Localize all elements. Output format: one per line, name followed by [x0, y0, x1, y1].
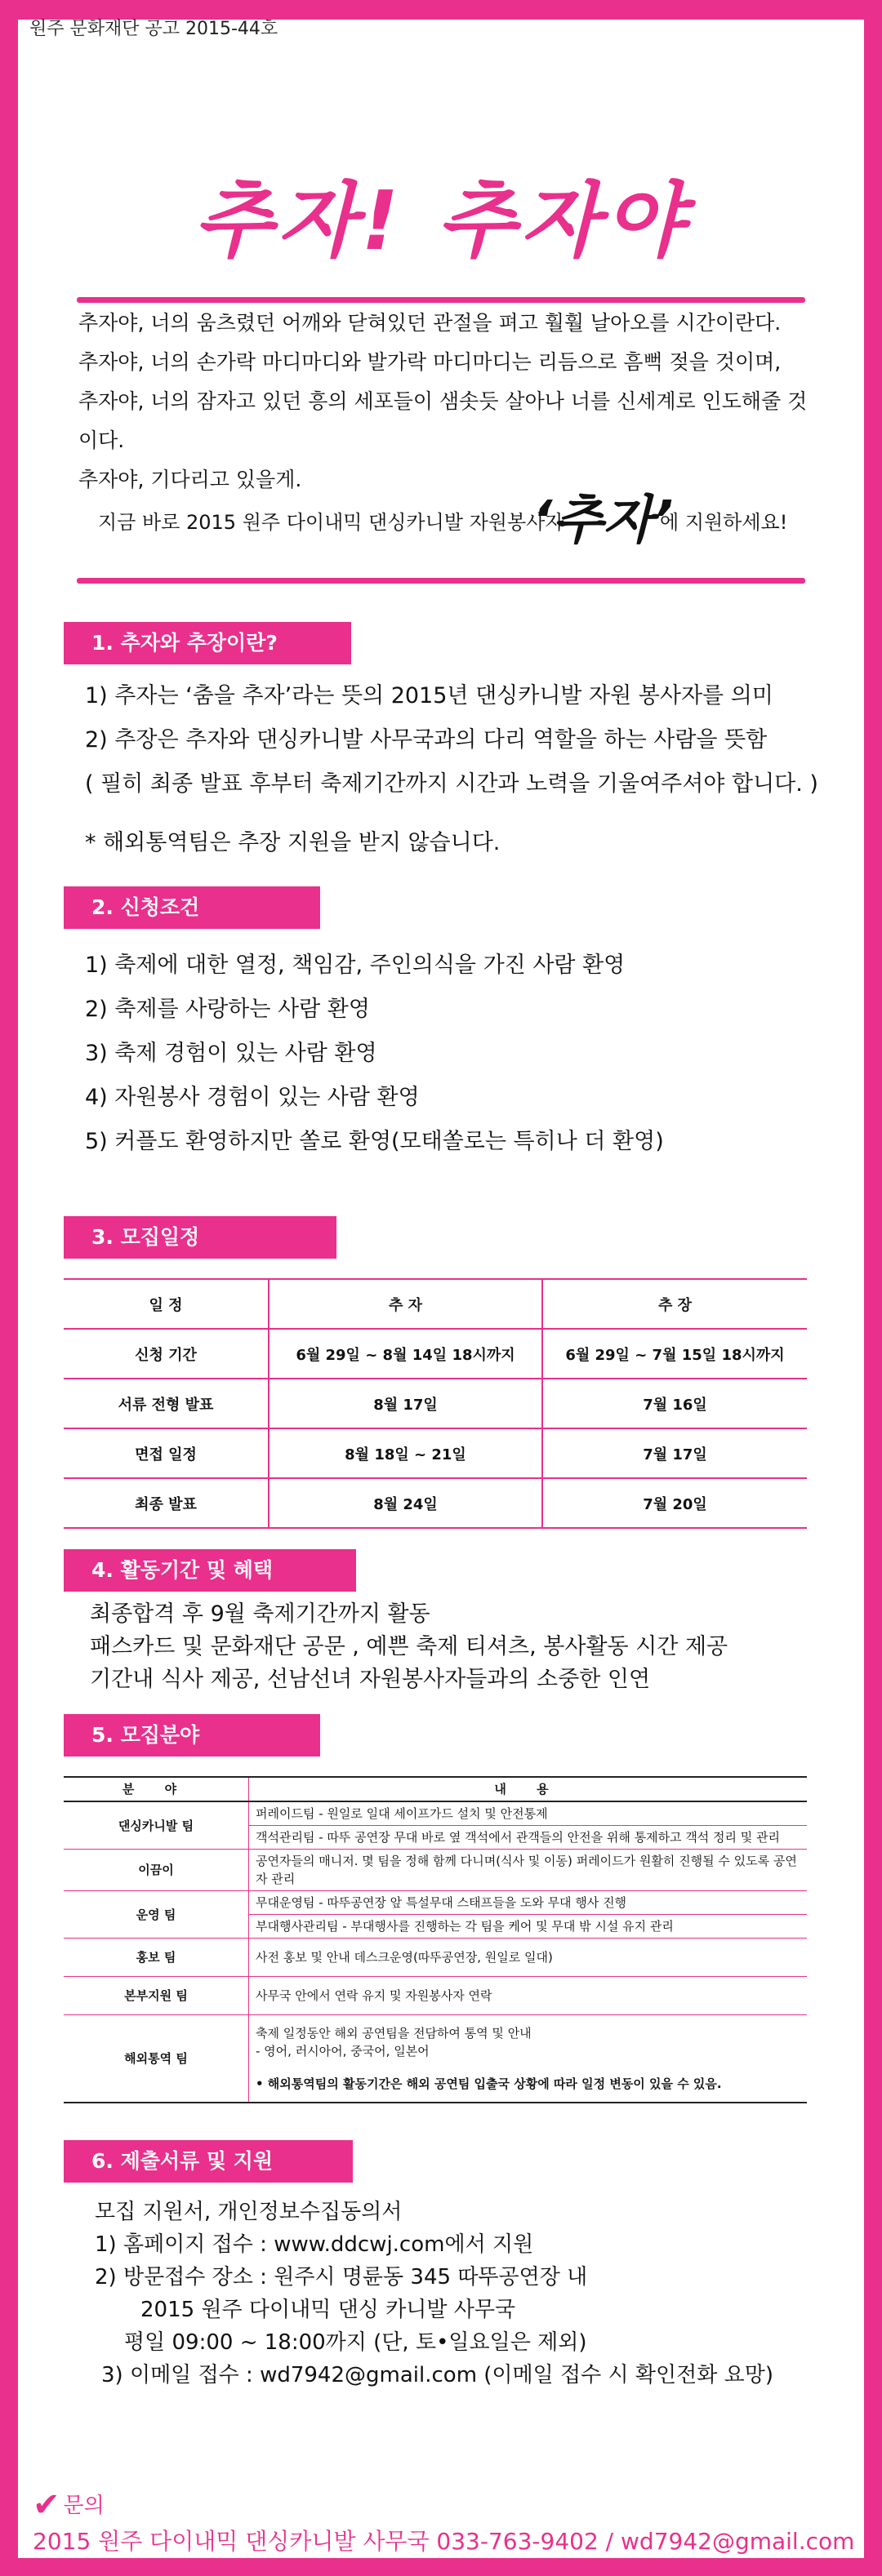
body-line: 2) 추장은 추자와 댄싱카니발 사무국과의 다리 역할을 하는 사람을 뜻함: [85, 727, 768, 753]
table-row: [64, 1939, 807, 1977]
table-row: [64, 1801, 807, 1826]
body-line: 기간내 식사 제공, 선남선녀 자원봉사자들과의 소중한 인연: [90, 1667, 651, 1692]
section-body: [85, 674, 820, 806]
apply-callout-end: 에 지원하세요!: [660, 511, 788, 534]
section-heading: 4. 활동기간 및 혜택: [64, 1549, 356, 1592]
table-cell-desc: 공연자들의 매니저. 몇 팀을 정해 함께 다니며(식사 및 이동) 퍼레이드가 원활히 진행될 수 있도록 공연자 관리: [249, 1850, 808, 1891]
body-line: 1) 축제에 대한 열정, 책임감, 주인의식을 가진 사람 환영: [85, 953, 626, 978]
table-row: [64, 1428, 807, 1478]
table-cell-desc: [249, 2015, 808, 2103]
table-cell: 면접 일정: [64, 1428, 269, 1478]
body-line: 패스카드 및 문화재단 공문 , 예쁜 축제 티셔츠, 봉사활동 시간 제공: [90, 1634, 728, 1659]
table-cell: 7월 20일: [542, 1478, 807, 1528]
section-heading: 5. 모집분야: [64, 1714, 320, 1757]
section-body: [85, 944, 820, 1164]
section-note: [85, 821, 820, 865]
apply-callout-name: ‘추자’: [532, 491, 674, 551]
section-heading: 3. 모집일정: [64, 1216, 336, 1259]
table-header-cell: 추 자: [269, 1279, 542, 1329]
table-header-cell: 추 장: [542, 1279, 807, 1329]
table-cell-desc: 객석관리팀 - 따뚜 공연장 무대 바로 옆 객석에서 관객들의 안전을 위해 통제하고 객석 정리 및 관리: [249, 1826, 808, 1850]
table-cell: 신청 기간: [64, 1329, 269, 1379]
table-cell: 7월 17일: [542, 1428, 807, 1478]
table-row: [64, 1329, 807, 1379]
table-header-cell: 분 야: [64, 1777, 249, 1801]
body-line: 모집 지원서, 개인정보수집동의서: [95, 2200, 403, 2224]
table-cell-field: 댄싱카니발 팀: [64, 1801, 249, 1850]
section-body: [95, 2196, 773, 2392]
body-line: 평일 09:00 ~ 18:00까지 (단, 토•일요일은 제외): [124, 2330, 587, 2355]
body-line: 1) 홈페이지 접수 : www.ddcwj.com에서 지원: [95, 2232, 534, 2257]
table-cell-field: 해외통역 팀: [64, 2015, 249, 2103]
intro-line: 추자야, 너의 움츠렸던 어깨와 닫혀있던 관절을 펴고 훨훨 날아오를 시간이란다.: [78, 311, 782, 335]
body-line: 2) 방문접수 장소 : 원주시 명륜동 345 따뚜공연장 내: [95, 2265, 588, 2290]
table-row: [64, 1891, 807, 1915]
table-cell-desc: 사무국 안에서 연락 유지 및 자원봉사자 연락: [249, 1977, 808, 2015]
body-line: 2015 원주 다이내믹 댄싱 카니발 사무국: [140, 2298, 516, 2322]
table-cell-field: 운영 팀: [64, 1891, 249, 1939]
divider-top: [77, 297, 805, 303]
body-line: 3) 축제 경험이 있는 사람 환영: [85, 1041, 377, 1066]
intro-line: 추자야, 너의 손가락 마디마디와 발가락 마디마디는 리듬으로 흠뻑 젖을 것이며,: [78, 350, 782, 374]
section-body: [90, 1598, 825, 1696]
contact-label: 문의: [63, 2494, 105, 2518]
table-cell: 8월 17일: [269, 1379, 542, 1428]
body-line: 3) 이메일 접수 : wd7942@gmail.com (이메일 접수 시 확인전화 요망): [101, 2363, 774, 2387]
recruit-fields-table: [64, 1776, 807, 2103]
table-cell: 7월 16일: [542, 1379, 807, 1428]
table-cell-desc: 퍼레이드팀 - 원일로 일대 세이프가드 설치 및 안전통제: [249, 1801, 808, 1826]
table-cell-field: 이끔이: [64, 1850, 249, 1891]
apply-callout-text: 지금 바로 2015 원주 다이내믹 댄싱카니발 자원봉사자: [98, 511, 564, 534]
table-cell: 6월 29일 ~ 8월 14일 18시까지: [269, 1329, 542, 1379]
contact-info: 2015 원주 다이내믹 댄싱카니발 사무국 033-763-9402 / wd7942@gmail.com: [33, 2528, 855, 2555]
body-line: ( 필히 최종 발표 후부터 축제기간까지 시간과 노력을 기울여주셔야 합니다. ): [85, 771, 818, 797]
check-icon: ✔: [33, 2486, 60, 2524]
desc-note: • 해외통역팀의 활동기간은 해외 공연팀 입출국 상황에 따라 일정 변동이 있을 수 있음.: [256, 2076, 722, 2091]
intro-line: 추자야, 기다리고 있을게.: [78, 468, 302, 491]
section-heading: 1. 추자와 추장이란?: [64, 622, 351, 664]
desc-line: - 영어, 러시아어, 중국어, 일본어: [256, 2044, 430, 2059]
schedule-table: [64, 1278, 807, 1529]
poster-title: 추자! 추자야: [194, 173, 688, 269]
table-cell-field: 홍보 팀: [64, 1939, 249, 1977]
table-cell-desc: 사전 홍보 및 안내 데스크운영(따뚜공연장, 원일로 일대): [249, 1939, 808, 1977]
contact-footer: [33, 2486, 854, 2556]
body-line: 2) 축제를 사랑하는 사람 환영: [85, 997, 370, 1022]
note-line: * 해외통역팀은 추장 지원을 받지 않습니다.: [85, 830, 501, 855]
table-cell: 8월 18일 ~ 21일: [269, 1428, 542, 1478]
apply-callout: [78, 490, 813, 551]
divider-bottom: [77, 578, 805, 584]
table-header: [64, 1279, 807, 1329]
body-line: 최종합격 후 9월 축제기간까지 활동: [90, 1601, 430, 1627]
table-row: [64, 1478, 807, 1528]
table-cell: 최종 발표: [64, 1478, 269, 1528]
table-row: [64, 2015, 807, 2103]
table-row: [64, 1379, 807, 1428]
body-line: 4) 자원봉사 경험이 있는 사람 환영: [85, 1085, 420, 1110]
body-line: 1) 추자는 ‘춤을 추자’라는 뜻의 2015년 댄싱카니발 자원 봉사자를 의미: [85, 683, 773, 708]
desc-line: 축제 일정동안 해외 공연팀을 전담하여 통역 및 안내: [256, 2026, 532, 2041]
table-cell: 6월 29일 ~ 7월 15일 18시까지: [542, 1329, 807, 1379]
table-header-cell: 내 용: [249, 1777, 808, 1801]
notice-number: 원주 문화재단 공고 2015-44호: [29, 19, 278, 39]
intro-line: 추자야, 너의 잠자고 있던 흥의 세포들이 샘솟듯 살아나 너를 신세계로 인도해줄 것이다.: [78, 389, 808, 452]
table-cell-desc: 부대행사관리팀 - 부대행사를 진행하는 각 팀을 케어 및 무대 밖 시설 유지 관리: [249, 1915, 808, 1939]
section-heading: 2. 신청조건: [64, 886, 320, 929]
table-header: [64, 1777, 807, 1801]
section-heading: 6. 제출서류 및 지원: [64, 2140, 353, 2183]
table-row: [64, 1850, 807, 1891]
body-line: 5) 커플도 환영하지만 쏠로 환영(모태쏠로는 특히나 더 환영): [85, 1129, 664, 1154]
table-header-cell: 일 정: [64, 1279, 269, 1329]
table-cell: 서류 전형 발표: [64, 1379, 269, 1428]
table-cell-field: 본부지원 팀: [64, 1977, 249, 2015]
table-cell: 8월 24일: [269, 1478, 542, 1528]
table-cell-desc: 무대운영팀 - 따뚜공연장 앞 특설무대 스태프들을 도와 무대 행사 진행: [249, 1891, 808, 1915]
intro-text: [78, 304, 813, 500]
table-row: [64, 1977, 807, 2015]
